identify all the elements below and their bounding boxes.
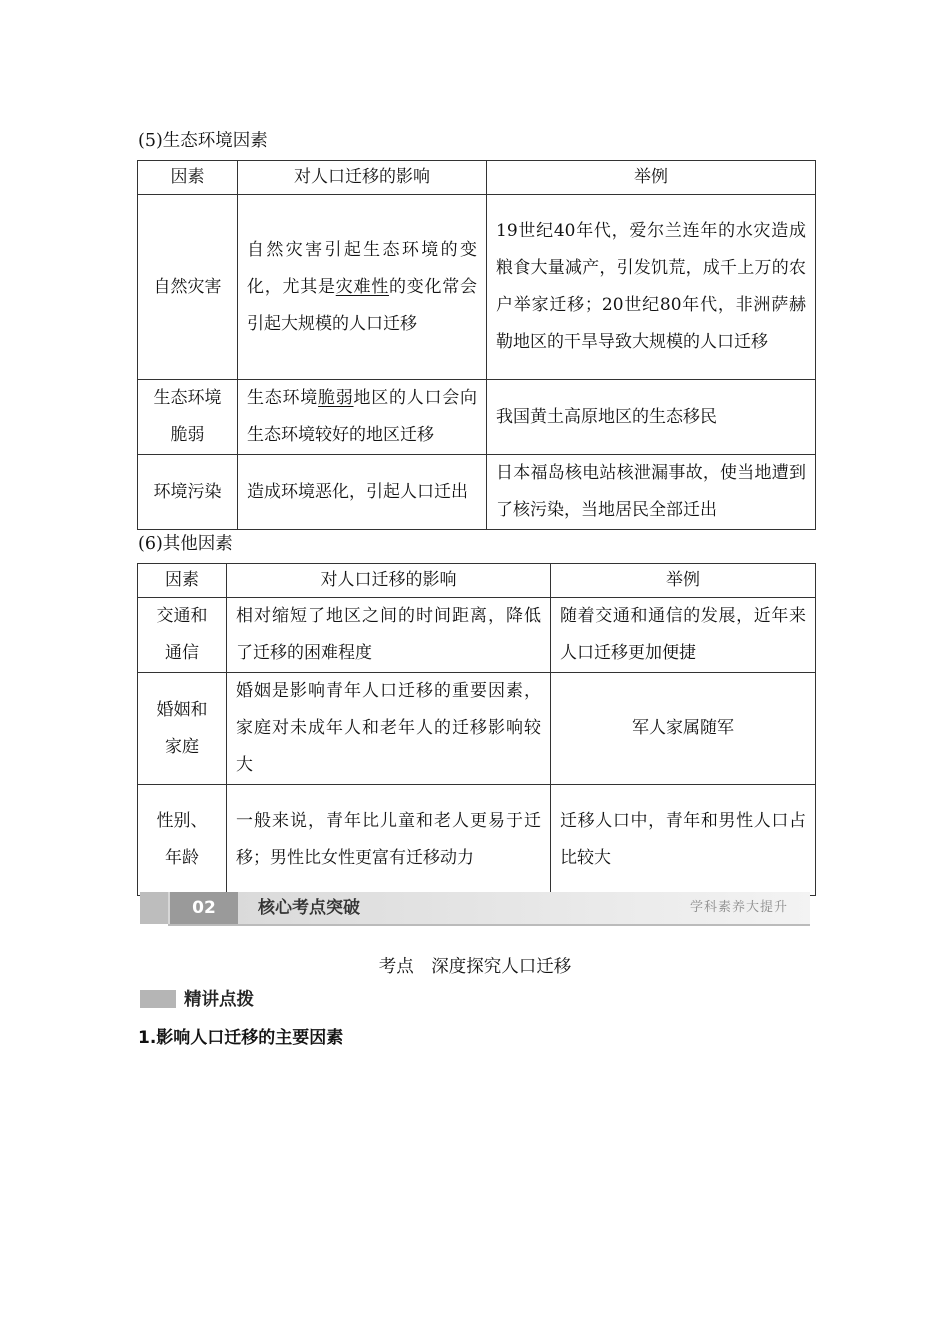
table-row [138,455,816,530]
example-cell: 随着交通和通信的发展，近年来人口迁移更加便捷 [551,598,816,673]
other-factors-table [137,563,816,896]
effect-text: 生态环境 [247,388,318,408]
table-row [138,195,816,380]
table-header-row [138,161,816,195]
table-row [138,380,816,455]
effect-cell: 一般来说，青年比儿童和老人更易于迁移；男性比女性更富有迁移动力 [227,785,551,896]
banner-number: 02 [170,892,238,924]
example-cell: 迁移人口中，青年和男性人口占比较大 [551,785,816,896]
banner-title: 核心考点突破 [258,898,360,918]
factor-cell: 环境污染 [138,455,238,530]
ecology-factors-table [137,160,816,530]
example-cell: 军人家属随军 [551,673,816,785]
effect-text: 的变化常会引起大规模的人口迁移 [247,276,477,334]
effect-cell: 婚姻是影响青年人口迁移的重要因素，家庭对未成年人和老年人的迁移影响较大 [227,673,551,785]
factor-cell: 交通和通信 [138,598,227,673]
table-header-row [138,564,816,598]
header-effect: 对人口迁移的影响 [227,564,551,598]
section-marker-icon [140,990,176,1008]
effect-cell: 相对缩短了地区之间的时间距离，降低了迁移的困难程度 [227,598,551,673]
factor-cell: 自然灾害 [138,195,238,380]
banner-left-tab [140,892,168,924]
header-factor: 因素 [138,564,227,598]
table-row [138,598,816,673]
chapter-banner [140,892,810,926]
example-cell: 我国黄土高原地区的生态移民 [487,380,816,455]
factor-cell: 生态环境脆弱 [138,380,238,455]
section-5-heading: (5)生态环境因素 [138,131,268,151]
banner-underline [168,924,810,926]
underlined-term: 脆弱 [318,388,354,408]
effect-cell [238,380,487,455]
banner-subtitle: 学科素养大提升 [689,900,788,915]
example-cell: 19世纪40年代，爱尔兰连年的水灾造成粮食大量减产，引发饥荒，成千上万的农户举家迁移；20世纪80年代，非洲萨赫勒地区的干旱导致大规模的人口迁移 [487,195,816,380]
table-row [138,673,816,785]
effect-cell: 造成环境恶化，引起人口迁出 [238,455,487,530]
underlined-term: 灾难性 [335,276,389,297]
header-effect: 对人口迁移的影响 [238,161,487,195]
effect-cell [238,195,487,380]
table-row [138,785,816,896]
factor-cell: 婚姻和家庭 [138,673,227,785]
effect-text: 地区的人口会向生态环境较好的地区迁移 [247,388,477,445]
factor-cell: 性别、年龄 [138,785,227,896]
effect-text: 自然灾害引起生态环境的变化，尤其是 [247,239,477,297]
section-label-text: 精讲点拨 [184,990,254,1010]
header-factor: 因素 [138,161,238,195]
header-example: 举例 [551,564,816,598]
example-cell: 日本福岛核电站核泄漏事故，使当地遭到了核污染，当地居民全部迁出 [487,455,816,530]
header-example: 举例 [487,161,816,195]
subheading: 1.影响人口迁移的主要因素 [138,1028,344,1048]
kaodian-title: 考点 深度探究人口迁移 [378,957,572,977]
section-6-heading: (6)其他因素 [138,534,233,554]
